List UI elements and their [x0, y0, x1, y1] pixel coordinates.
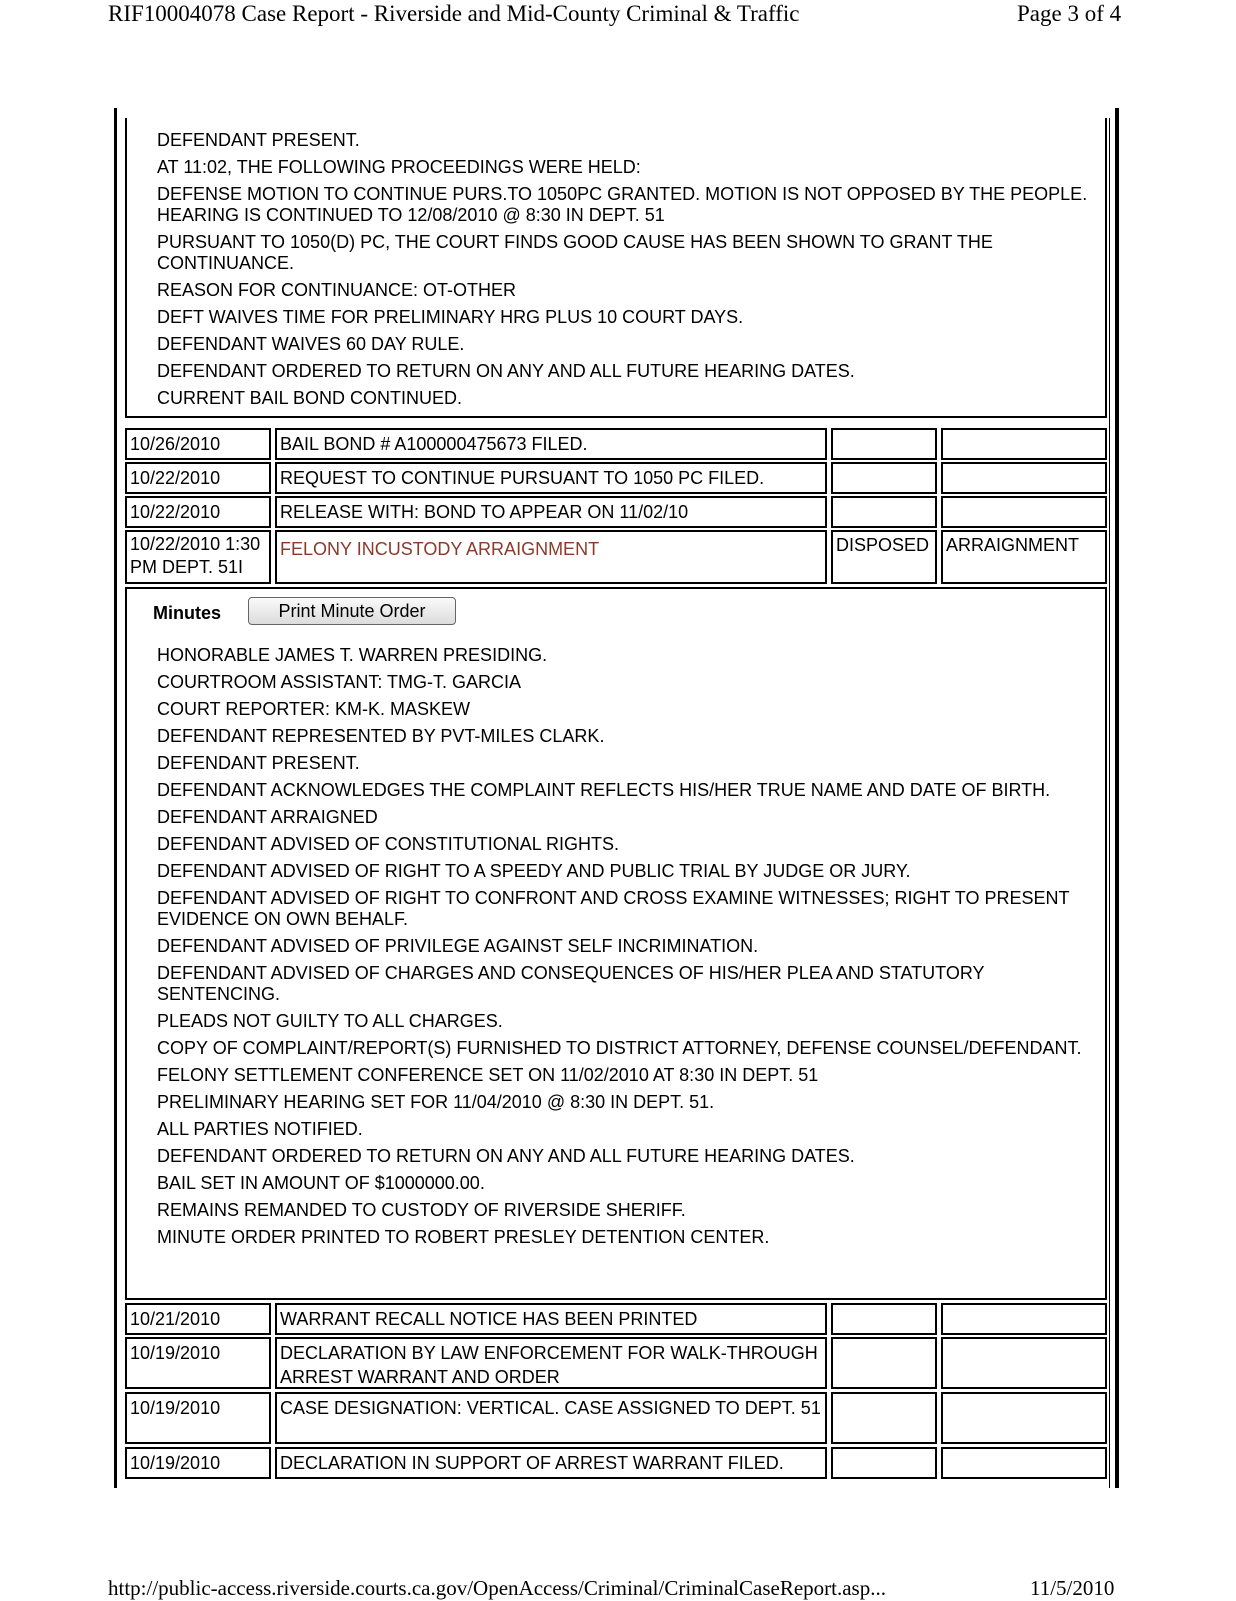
- minute-line: DEFENDANT REPRESENTED BY PVT-MILES CLARK.: [157, 726, 605, 746]
- cell-date: 10/19/2010: [125, 1337, 271, 1389]
- cell-description: DECLARATION BY LAW ENFORCEMENT FOR WALK-THROUGH ARREST WARRANT AND ORDER: [275, 1337, 827, 1389]
- minute-line: DEFENDANT PRESENT.: [157, 130, 360, 150]
- cell-type: [941, 462, 1107, 494]
- minute-line: DEFENDANT ADVISED OF PRIVILEGE AGAINST SELF INCRIMINATION.: [157, 936, 759, 956]
- cell-description: CASE DESIGNATION: VERTICAL. CASE ASSIGNED TO DEPT. 51: [275, 1392, 827, 1444]
- cell-date: 10/22/2010: [125, 462, 271, 494]
- cell-date: 10/22/2010 1:30 PM DEPT. 51I: [125, 530, 271, 584]
- minutes-box: [125, 587, 1107, 1300]
- minute-line: AT 11:02, THE FOLLOWING PROCEEDINGS WERE HELD:: [157, 157, 641, 177]
- cell-date: 10/21/2010: [125, 1303, 271, 1335]
- table-row: [125, 1392, 1107, 1444]
- page-header: [0, 0, 1236, 30]
- minute-line: DEFENDANT ADVISED OF RIGHT TO A SPEEDY AND PUBLIC TRIAL BY JUDGE OR JURY.: [157, 861, 911, 881]
- report-title: RIF10004078 Case Report - Riverside and Mid-County Criminal & Traffic: [108, 1, 800, 26]
- cell-status: [831, 462, 937, 494]
- minute-line: DEFENDANT WAIVES 60 DAY RULE.: [157, 334, 465, 354]
- minute-line: ALL PARTIES NOTIFIED.: [157, 1119, 363, 1139]
- cell-date: 10/19/2010: [125, 1447, 271, 1479]
- table-row: [125, 1447, 1107, 1479]
- cell-status: [831, 1392, 937, 1444]
- minute-line: DEFENDANT ARRAIGNED: [157, 807, 378, 827]
- cell-status: [831, 1303, 937, 1335]
- minutes-box-continued: [125, 118, 1107, 418]
- cell-status: [831, 428, 937, 460]
- hearing-link[interactable]: FELONY INCUSTODY ARRAIGNMENT: [275, 530, 827, 584]
- cell-type: [941, 1447, 1107, 1479]
- cell-type: [941, 1337, 1107, 1389]
- cell-description: RELEASE WITH: BOND TO APPEAR ON 11/02/10: [275, 496, 827, 528]
- minute-line: DEFENDANT ADVISED OF RIGHT TO CONFRONT AND CROSS EXAMINE WITNESSES; RIGHT TO PRESENT EVIDENCE ON OWN BEHALF.: [157, 888, 1070, 929]
- minute-line: COURT REPORTER: KM-K. MASKEW: [157, 699, 471, 719]
- minutes-label: Minutes: [153, 603, 222, 623]
- cell-status: [831, 1447, 937, 1479]
- minute-line: DEFENDANT ACKNOWLEDGES THE COMPLAINT REFLECTS HIS/HER TRUE NAME AND DATE OF BIRTH.: [157, 780, 1051, 800]
- minute-line: HONORABLE JAMES T. WARREN PRESIDING.: [157, 645, 548, 665]
- minute-line: REMAINS REMANDED TO CUSTODY OF RIVERSIDE SHERIFF.: [157, 1200, 686, 1220]
- hearing-row: [125, 530, 1107, 584]
- minute-line: PLEADS NOT GUILTY TO ALL CHARGES.: [157, 1011, 503, 1031]
- table-row: [125, 1337, 1107, 1389]
- minute-line: DEFENDANT ORDERED TO RETURN ON ANY AND ALL FUTURE HEARING DATES.: [157, 1146, 855, 1166]
- cell-type: ARRAIGNMENT: [941, 530, 1107, 584]
- minute-line: MINUTE ORDER PRINTED TO ROBERT PRESLEY DETENTION CENTER.: [157, 1227, 770, 1247]
- minute-line: CURRENT BAIL BOND CONTINUED.: [157, 388, 463, 408]
- minute-line: DEFENDANT ADVISED OF CHARGES AND CONSEQUENCES OF HIS/HER PLEA AND STATUTORY SENTENCING.: [157, 963, 985, 1004]
- table-row: [125, 428, 1107, 460]
- cell-date: 10/22/2010: [125, 496, 271, 528]
- minute-line: BAIL SET IN AMOUNT OF $1000000.00.: [157, 1173, 485, 1193]
- cell-date: 10/19/2010: [125, 1392, 271, 1444]
- cell-date: 10/26/2010: [125, 428, 271, 460]
- cell-description: BAIL BOND # A100000475673 FILED.: [275, 428, 827, 460]
- cell-description: REQUEST TO CONTINUE PURSUANT TO 1050 PC FILED.: [275, 462, 827, 494]
- table-row: [125, 1303, 1107, 1335]
- table-row: [125, 496, 1107, 528]
- cell-type: [941, 1392, 1107, 1444]
- table-border-right-inner: [1109, 118, 1110, 1488]
- minute-line: DEFT WAIVES TIME FOR PRELIMINARY HRG PLUS 10 COURT DAYS.: [157, 307, 744, 327]
- minute-line: DEFENDANT ORDERED TO RETURN ON ANY AND ALL FUTURE HEARING DATES.: [157, 361, 855, 381]
- minute-line: COPY OF COMPLAINT/REPORT(S) FURNISHED TO DISTRICT ATTORNEY, DEFENSE COUNSEL/DEFENDANT.: [157, 1038, 1082, 1058]
- minute-line: PRELIMINARY HEARING SET FOR 11/04/2010 @ 8:30 IN DEPT. 51.: [157, 1092, 715, 1112]
- table-border-left: [114, 108, 117, 1488]
- cell-description: DECLARATION IN SUPPORT OF ARREST WARRANT FILED.: [275, 1447, 827, 1479]
- footer-url: http://public-access.riverside.courts.ca.gov/OpenAccess/Criminal/CriminalCaseReport.asp...: [108, 1576, 886, 1600]
- cell-status: DISPOSED: [831, 530, 937, 584]
- table-border-right: [1115, 108, 1119, 1488]
- minute-line: DEFENSE MOTION TO CONTINUE PURS.TO 1050PC GRANTED. MOTION IS NOT OPPOSED BY THE PEOPLE. HEARING IS CONTINUED TO 12/08/2010 @ 8:30 IN DEPT. 51: [157, 184, 1088, 225]
- cell-status: [831, 496, 937, 528]
- cell-description: WARRANT RECALL NOTICE HAS BEEN PRINTED: [275, 1303, 827, 1335]
- cell-type: [941, 496, 1107, 528]
- footer-date: 11/5/2010: [1030, 1576, 1115, 1600]
- minute-line: DEFENDANT ADVISED OF CONSTITUTIONAL RIGHTS.: [157, 834, 620, 854]
- print-minute-order-button[interactable]: Print Minute Order: [248, 597, 456, 625]
- cell-type: [941, 428, 1107, 460]
- page-footer: [0, 1576, 1236, 1600]
- minute-line: PURSUANT TO 1050(D) PC, THE COURT FINDS GOOD CAUSE HAS BEEN SHOWN TO GRANT THE CONTINUANCE.: [157, 232, 993, 273]
- table-row: [125, 462, 1107, 494]
- cell-type: [941, 1303, 1107, 1335]
- page-number: Page 3 of 4: [1017, 1, 1122, 26]
- minute-line: REASON FOR CONTINUANCE: OT-OTHER: [157, 280, 517, 300]
- cell-status: [831, 1337, 937, 1389]
- minute-line: DEFENDANT PRESENT.: [157, 753, 360, 773]
- minute-line: FELONY SETTLEMENT CONFERENCE SET ON 11/02/2010 AT 8:30 IN DEPT. 51: [157, 1065, 819, 1085]
- minute-line: COURTROOM ASSISTANT: TMG-T. GARCIA: [157, 672, 522, 692]
